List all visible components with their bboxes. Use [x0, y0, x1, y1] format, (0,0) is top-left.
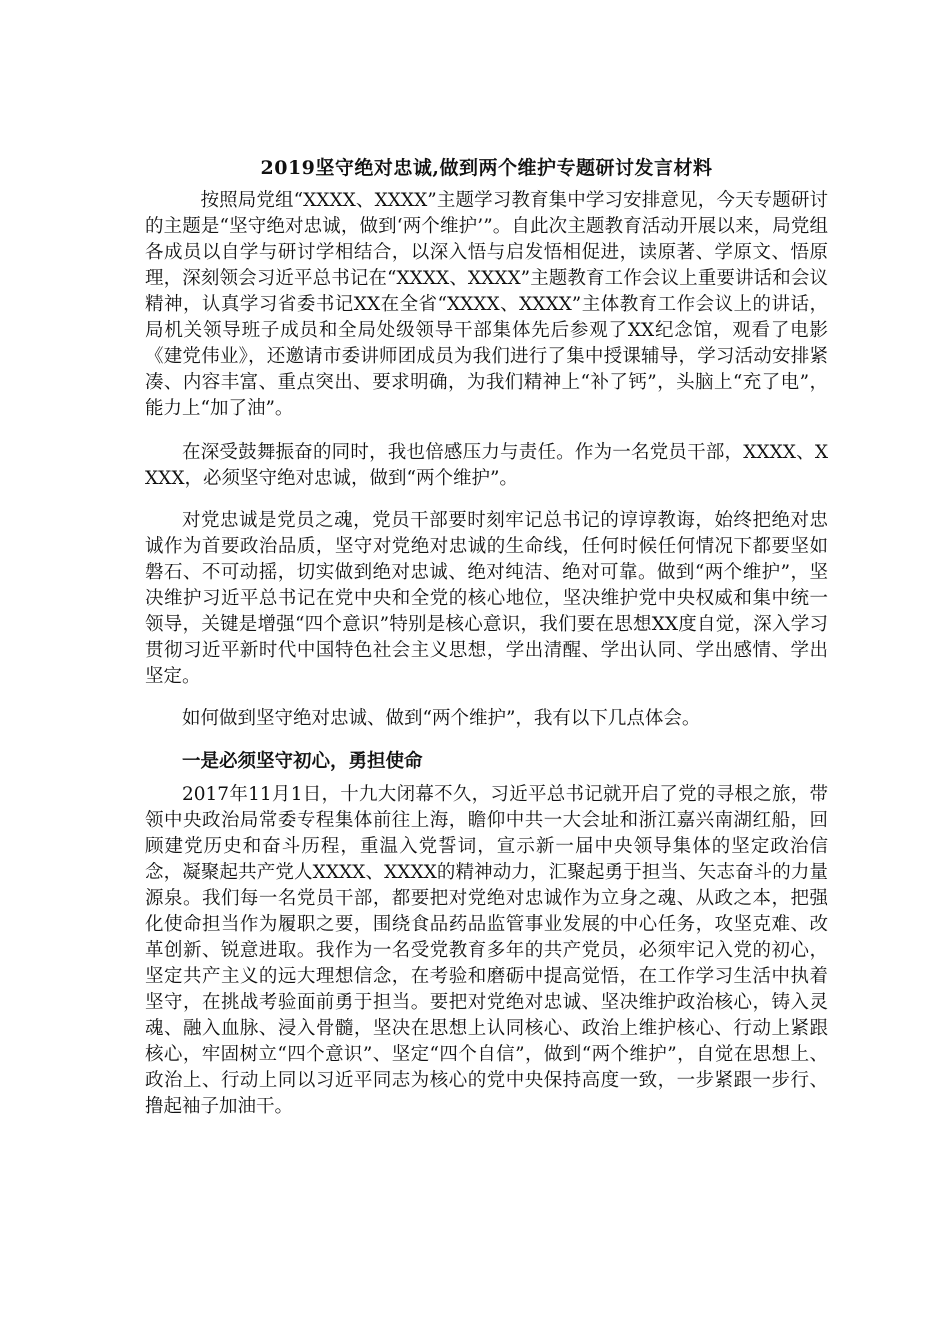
paragraph-loyalty: 对党忠诚是党员之魂，党员干部要时刻牢记总书记的谆谆教诲，始终把绝对忠诚作为首要政治品质，坚守对党绝对忠诚的生命线，任何时候任何情况下都要坚如磐石、不可动摇，切实做到绝对忠诚、绝对纯洁、绝对可靠。做到“两个维护”，坚决维护习近平总书记在党中央和全党的核心地位，坚决维护党中央权威和集中统一领导，关键是增强“四个意识”特别是核心意识，我们要在思想XX度自觉，深入学习贯彻习近平新时代中国特色社会主义思想，学出清醒、学出认同、学出感情、学出坚定。: [145, 510, 828, 687]
paragraph-intro: 按照局党组“XXXX、XXXX”主题学习教育集中学习安排意见，今天专题研讨的主题是“坚守绝对忠诚，做到‘两个维护’”。自此次主题教育活动开展以来，局党组各成员以自学与研讨学相结合，以深入悟与启发悟相促进，读原著、学原文、悟原理，深刻领会习近平总书记在“XXXX、XXXX”主题教育工作会议上重要讲话和会议精神，认真学习省委书记XX在全省“XXXX、XXXX”主体教育工作会议上的讲话，局机关领导班子成员和全局处级领导干部集体先后参观了XX纪念馆，观看了电影《建党伟业》，还邀请市委讲师团成员为我们进行了集中授课辅导，学习活动安排紧凑、内容丰富、重点突出、要求明确，为我们精神上“补了钙”，头脑上“充了电”，能力上“加了油”。: [145, 190, 828, 419]
document-page: [145, 155, 828, 1136]
document-title: 2019坚守绝对忠诚,做到两个维护专题研讨发言材料: [260, 157, 713, 179]
paragraph-section-1: 2017年11月1日，十九大闭幕不久，习近平总书记就开启了党的寻根之旅，带领中央政治局常委专程集体前往上海，瞻仰中共一大会址和浙江嘉兴南湖红船，回顾建党历史和奋斗历程，重温入党誓词，宣示新一届中央领导集体的坚定政治信念，凝聚起共产党人XXXX、XXXX的精神动力，汇聚起勇于担当、矢志奋斗的力量源泉。我们每一名党员干部，都要把对党绝对忠诚作为立身之魂、从政之本，把强化使命担当作为履职之要，围绕食品药品监管事业发展的中心任务，攻坚克难、改革创新、锐意进取。我作为一名受党教育多年的共产党员，必须牢记入党的初心，坚定共产主义的远大理想信念，在考验和磨砺中提高觉悟，在工作学习生活中执着坚守，在挑战考验面前勇于担当。要把对党绝对忠诚、坚决维护政治核心，铸入灵魂、融入血脉、浸入骨髓，坚决在思想上认同核心、政治上维护核心、行动上紧跟核心，牢固树立“四个意识”、坚定“四个自信”，做到“两个维护”，自觉在思想上、政治上、行动上同以习近平同志为核心的党中央保持高度一致，一步紧跟一步行、撸起袖子加油干。: [145, 784, 828, 1117]
paragraph-pressure: 在深受鼓舞振奋的同时，我也倍感压力与责任。作为一名党员干部，XXXX、XXXX，必须坚守绝对忠诚，做到“两个维护”。: [145, 442, 828, 489]
paragraph-how: 如何做到坚守绝对忠诚、做到“两个维护”，我有以下几点体会。: [182, 708, 701, 729]
section-heading-1: 一是必须坚守初心，勇担使命: [182, 751, 423, 772]
